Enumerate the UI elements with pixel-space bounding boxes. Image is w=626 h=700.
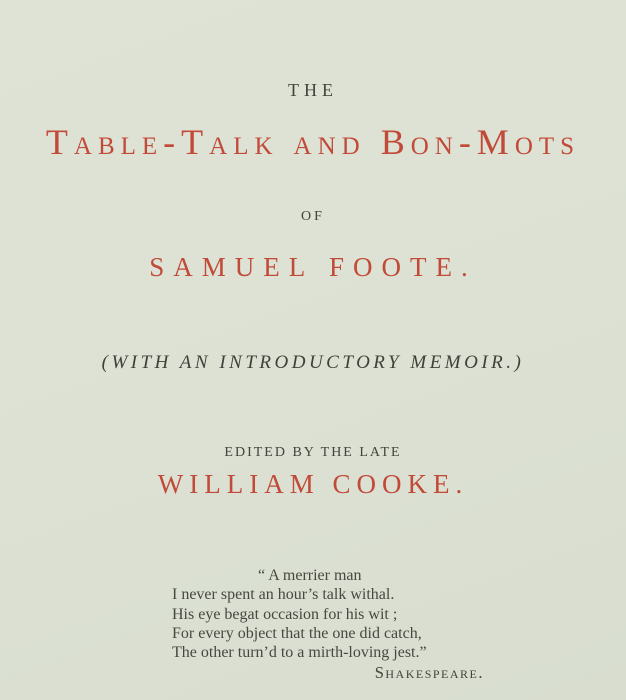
epigraph-line: The other turn’d to a mirth-loving jest.” bbox=[172, 644, 427, 662]
memoir-note: (WITH AN INTRODUCTORY MEMOIR.) bbox=[101, 352, 525, 373]
of-connector: OF bbox=[301, 209, 325, 224]
edited-by-line: EDITED BY THE LATE bbox=[224, 445, 402, 460]
epigraph-line: I never spent an hour’s talk withal. bbox=[172, 586, 395, 604]
epigraph bbox=[172, 566, 488, 683]
epigraph-line: “ A merrier man bbox=[258, 567, 362, 584]
epigraph-attribution: Shakespeare. bbox=[374, 663, 484, 683]
editor-name: WILLIAM COOKE. bbox=[157, 469, 469, 499]
epigraph-line: For every object that the one did catch, bbox=[172, 624, 422, 642]
epigraph-line: His eye begat occasion for his wit ; bbox=[172, 605, 398, 623]
author-name: SAMUEL FOOTE. bbox=[149, 252, 477, 282]
book-title: Table-Talk and Bon-Mots bbox=[45, 122, 581, 162]
the-article: THE bbox=[288, 80, 338, 100]
